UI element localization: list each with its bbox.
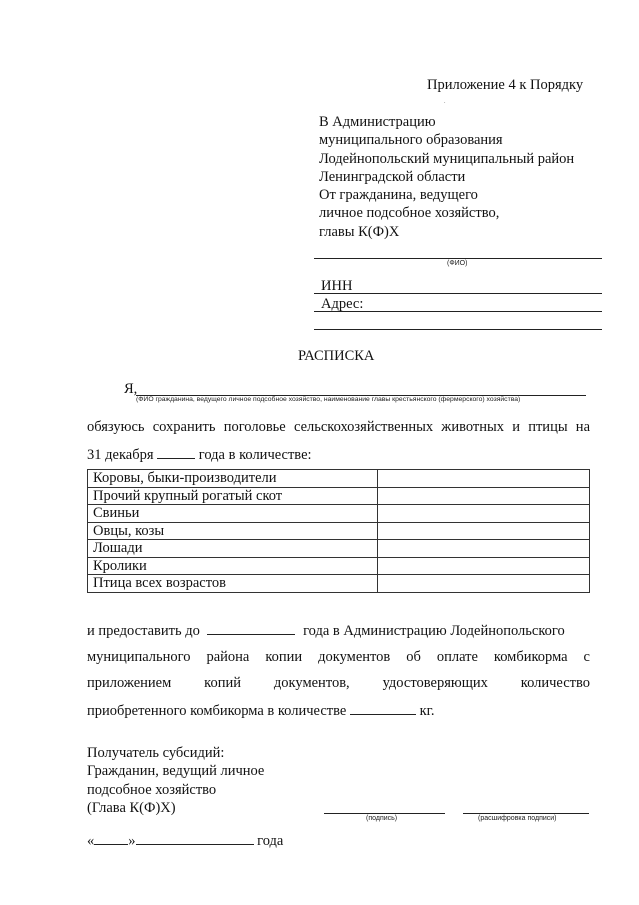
obligation-line-1 xyxy=(87,622,590,640)
appendix-label: Приложение 4 к Порядку xyxy=(427,77,584,93)
document-title: РАСПИСКА xyxy=(298,348,375,364)
table-cell-label: Птица всех возрастов xyxy=(88,575,378,593)
intro-line-1: обязуюсь сохранить поголовье сельскохозяйственных животных и птицы на xyxy=(87,419,590,435)
table-row xyxy=(88,470,590,488)
addressee-line: муниципального образования xyxy=(319,132,503,149)
addressee-line: личное подсобное хозяйство, xyxy=(319,205,500,222)
quantity-text: года в количестве: xyxy=(198,447,312,463)
table-cell-label: Лошади xyxy=(88,540,378,558)
name-caption: (ФИО гражданина, ведущего личное подсобное хозяйство, наименование главы крестьянского (фермерского) хозяйства) xyxy=(136,396,521,403)
decode-line[interactable] xyxy=(463,813,589,814)
inn-line xyxy=(314,293,602,294)
intro-ya: Я, xyxy=(124,381,138,397)
deadline-blank[interactable] xyxy=(207,622,295,635)
date-line xyxy=(87,832,283,850)
signature-line[interactable] xyxy=(324,813,445,814)
obligation-line-3: приложением копий документов, удостоверяющих количество xyxy=(87,675,590,691)
livestock-table xyxy=(87,469,590,593)
recipient-line: подсобное хозяйство xyxy=(87,781,217,798)
obligation-text: кг. xyxy=(419,703,435,719)
table-cell-value[interactable] xyxy=(378,522,590,540)
table-cell-value[interactable] xyxy=(378,505,590,523)
fio-caption: (ФИО) xyxy=(447,260,468,267)
table-row xyxy=(88,522,590,540)
obligation-line-2: муниципального района копии документов об оплате комбикорма с xyxy=(87,649,590,665)
table-cell-value[interactable] xyxy=(378,540,590,558)
inn-label: ИНН xyxy=(321,278,353,294)
table-cell-label: Овцы, козы xyxy=(88,522,378,540)
intro-line-2 xyxy=(87,446,312,464)
table-row xyxy=(88,540,590,558)
table-row xyxy=(88,557,590,575)
address-line-1 xyxy=(314,311,602,312)
address-line-2 xyxy=(314,329,602,330)
addressee-block xyxy=(319,113,574,241)
month-blank[interactable] xyxy=(136,832,254,845)
fio-line xyxy=(314,258,602,259)
table-row xyxy=(88,487,590,505)
addressee-line: Ленинградской области xyxy=(319,168,466,185)
obligation-text: и предоставить до xyxy=(87,623,200,639)
recipient-line: (Глава К(Ф)Х) xyxy=(87,799,176,816)
day-blank[interactable] xyxy=(94,832,128,845)
addressee-line: Лодейнопольский муниципальный район xyxy=(319,150,575,167)
date-suffix: года xyxy=(257,833,284,849)
table-cell-value[interactable] xyxy=(378,470,590,488)
table-cell-label: Свиньи xyxy=(88,505,378,523)
table-row xyxy=(88,505,590,523)
obligation-text: года в Администрацию Лодейнопольского xyxy=(303,623,565,639)
addressee-line: В Администрацию xyxy=(319,114,436,130)
table-row xyxy=(88,575,590,593)
decode-caption: (расшифровка подписи) xyxy=(478,815,557,822)
recipient-line: Гражданин, ведущий личное xyxy=(87,763,265,780)
addressee-line: От гражданина, ведущего xyxy=(319,187,478,204)
date-text: 31 декабря xyxy=(87,447,154,463)
obligation-text: приобретенного комбикорма в количестве xyxy=(87,703,347,719)
table-cell-label: Кролики xyxy=(88,557,378,575)
table-cell-label: Коровы, быки-производители xyxy=(88,470,378,488)
table-cell-value[interactable] xyxy=(378,575,590,593)
signature-caption: (подпись) xyxy=(366,815,398,822)
date-open-quote: « xyxy=(87,833,95,849)
recipient-block xyxy=(87,744,264,817)
table-cell-label: Прочий крупный рогатый скот xyxy=(88,487,378,505)
table-cell-value[interactable] xyxy=(378,557,590,575)
year-blank[interactable] xyxy=(157,446,195,459)
addressee-line: главы К(Ф)Х xyxy=(319,223,400,240)
address-label: Адрес: xyxy=(321,296,364,312)
recipient-line: Получатель субсидий: xyxy=(87,745,225,761)
amount-blank[interactable] xyxy=(350,702,416,715)
scan-dot: . xyxy=(444,99,446,105)
obligation-line-4 xyxy=(87,702,435,720)
table-cell-value[interactable] xyxy=(378,487,590,505)
date-close-quote: » xyxy=(128,833,136,849)
